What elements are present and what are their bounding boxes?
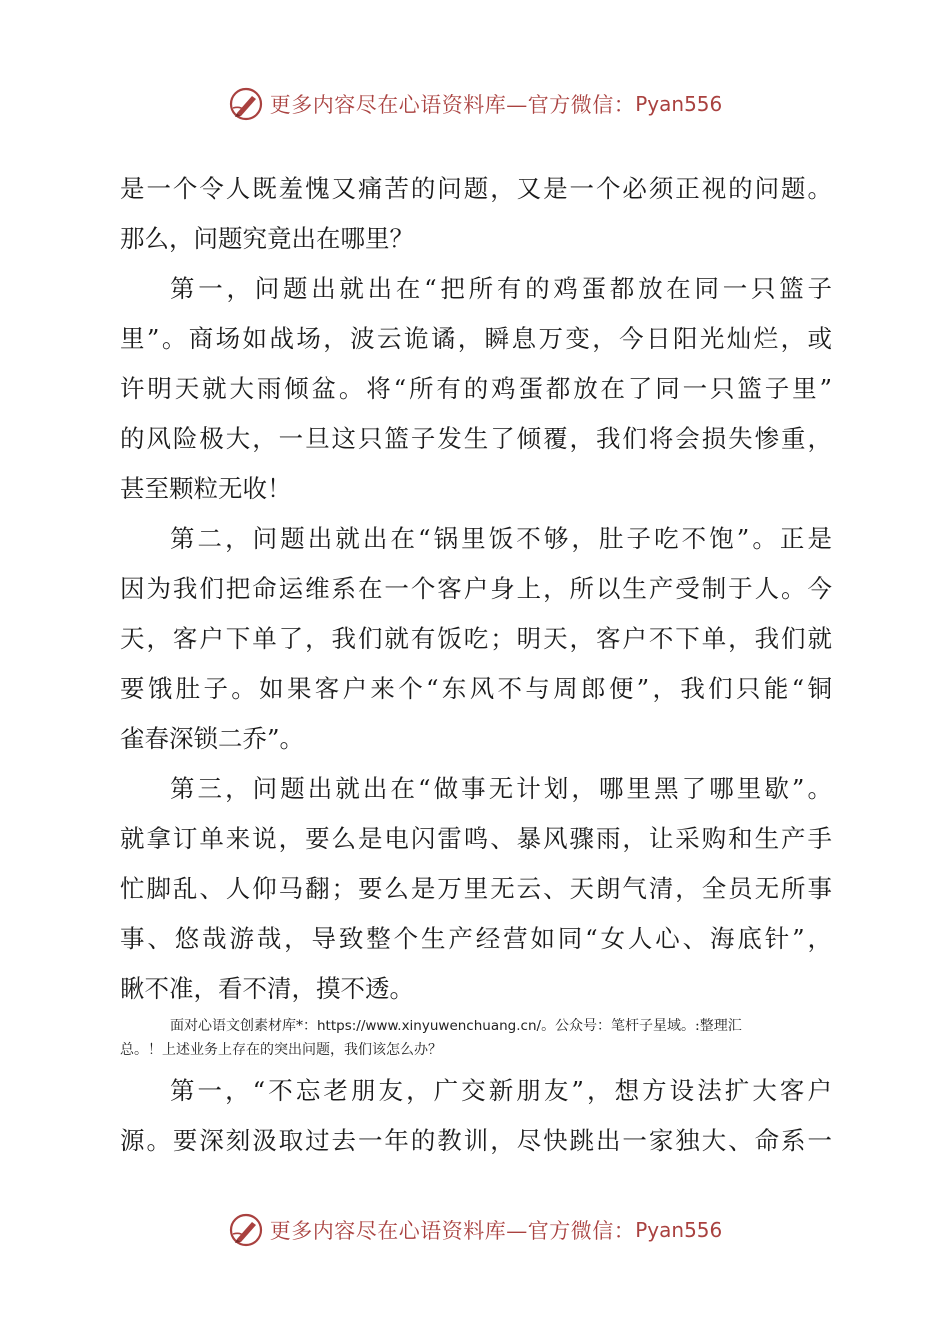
body-line: 瞅不准，看不清，摸不透。	[120, 974, 414, 1003]
body-line: 是一个令人既羞愧又痛苦的问题，又是一个必须正视的问题。	[120, 174, 832, 203]
document-body	[120, 164, 832, 1166]
source-note-line-2: 总。！上述业务上存在的突出问题，我们该怎么办？	[120, 1042, 442, 1058]
footer-banner-wechat-id: Pyan556	[635, 1218, 723, 1242]
body-line: 甚至颗粒无收！	[120, 474, 292, 503]
body-line: 那么，问题究竟出在哪里？	[120, 224, 414, 253]
header-banner-wechat-id: Pyan556	[635, 92, 723, 116]
pen-logo-icon	[228, 86, 264, 122]
body-line: 就拿订单来说，要么是电闪雷鸣、暴风骤雨，让采购和生产手	[120, 824, 832, 853]
body-line: 里”。商场如战场，波云诡谲，瞬息万变，今日阳光灿烂，或	[120, 324, 832, 353]
body-line: 源。要深刻汲取过去一年的教训，尽快跳出一家独大、命系一	[120, 1126, 832, 1155]
body-line: 第二，问题出就出在“锅里饭不够，肚子吃不饱”。正是	[170, 524, 832, 553]
source-note-url[interactable]: https://www.xinyuwenchuang.cn/	[317, 1018, 542, 1034]
body-line: 天，客户下单了，我们就有饭吃；明天，客户不下单，我们就	[120, 624, 832, 653]
body-line: 雀春深锁二乔”。	[120, 724, 305, 753]
body-line: 许明天就大雨倾盆。将“所有的鸡蛋都放在了同一只篮子里”	[120, 374, 832, 403]
body-line: 忙脚乱、人仰马翻；要么是万里无云、天朗气清，全员无所事	[120, 874, 832, 903]
body-line: 因为我们把命运维系在一个客户身上，所以生产受制于人。今	[120, 574, 832, 603]
footer-banner	[0, 1208, 950, 1252]
header-banner	[0, 82, 950, 126]
source-note	[120, 1014, 832, 1038]
source-note-suffix: 。公众号：笔杆子星域。:整理汇	[541, 1018, 742, 1034]
body-line: 第一，“不忘老朋友，广交新朋友”，想方设法扩大客户	[170, 1076, 832, 1105]
pen-logo-icon	[228, 1212, 264, 1248]
body-line: 事、悠哉游哉，导致整个生产经营如同“女人心、海底针”，	[120, 924, 832, 953]
body-line: 第三，问题出就出在“做事无计划，哪里黑了哪里歇”。	[170, 774, 832, 803]
header-banner-text: 更多内容尽在心语资料库—官方微信：	[269, 93, 636, 117]
body-line: 要饿肚子。如果客户来个“东风不与周郎便”，我们只能“铜	[120, 674, 832, 703]
body-line: 第一，问题出就出在“把所有的鸡蛋都放在同一只篮子	[170, 274, 832, 303]
footer-banner-text: 更多内容尽在心语资料库—官方微信：	[269, 1219, 636, 1243]
source-note-prefix: 面对心语文创素材库*：	[170, 1018, 317, 1034]
body-line: 的风险极大，一旦这只篮子发生了倾覆，我们将会损失惨重，	[120, 424, 832, 453]
